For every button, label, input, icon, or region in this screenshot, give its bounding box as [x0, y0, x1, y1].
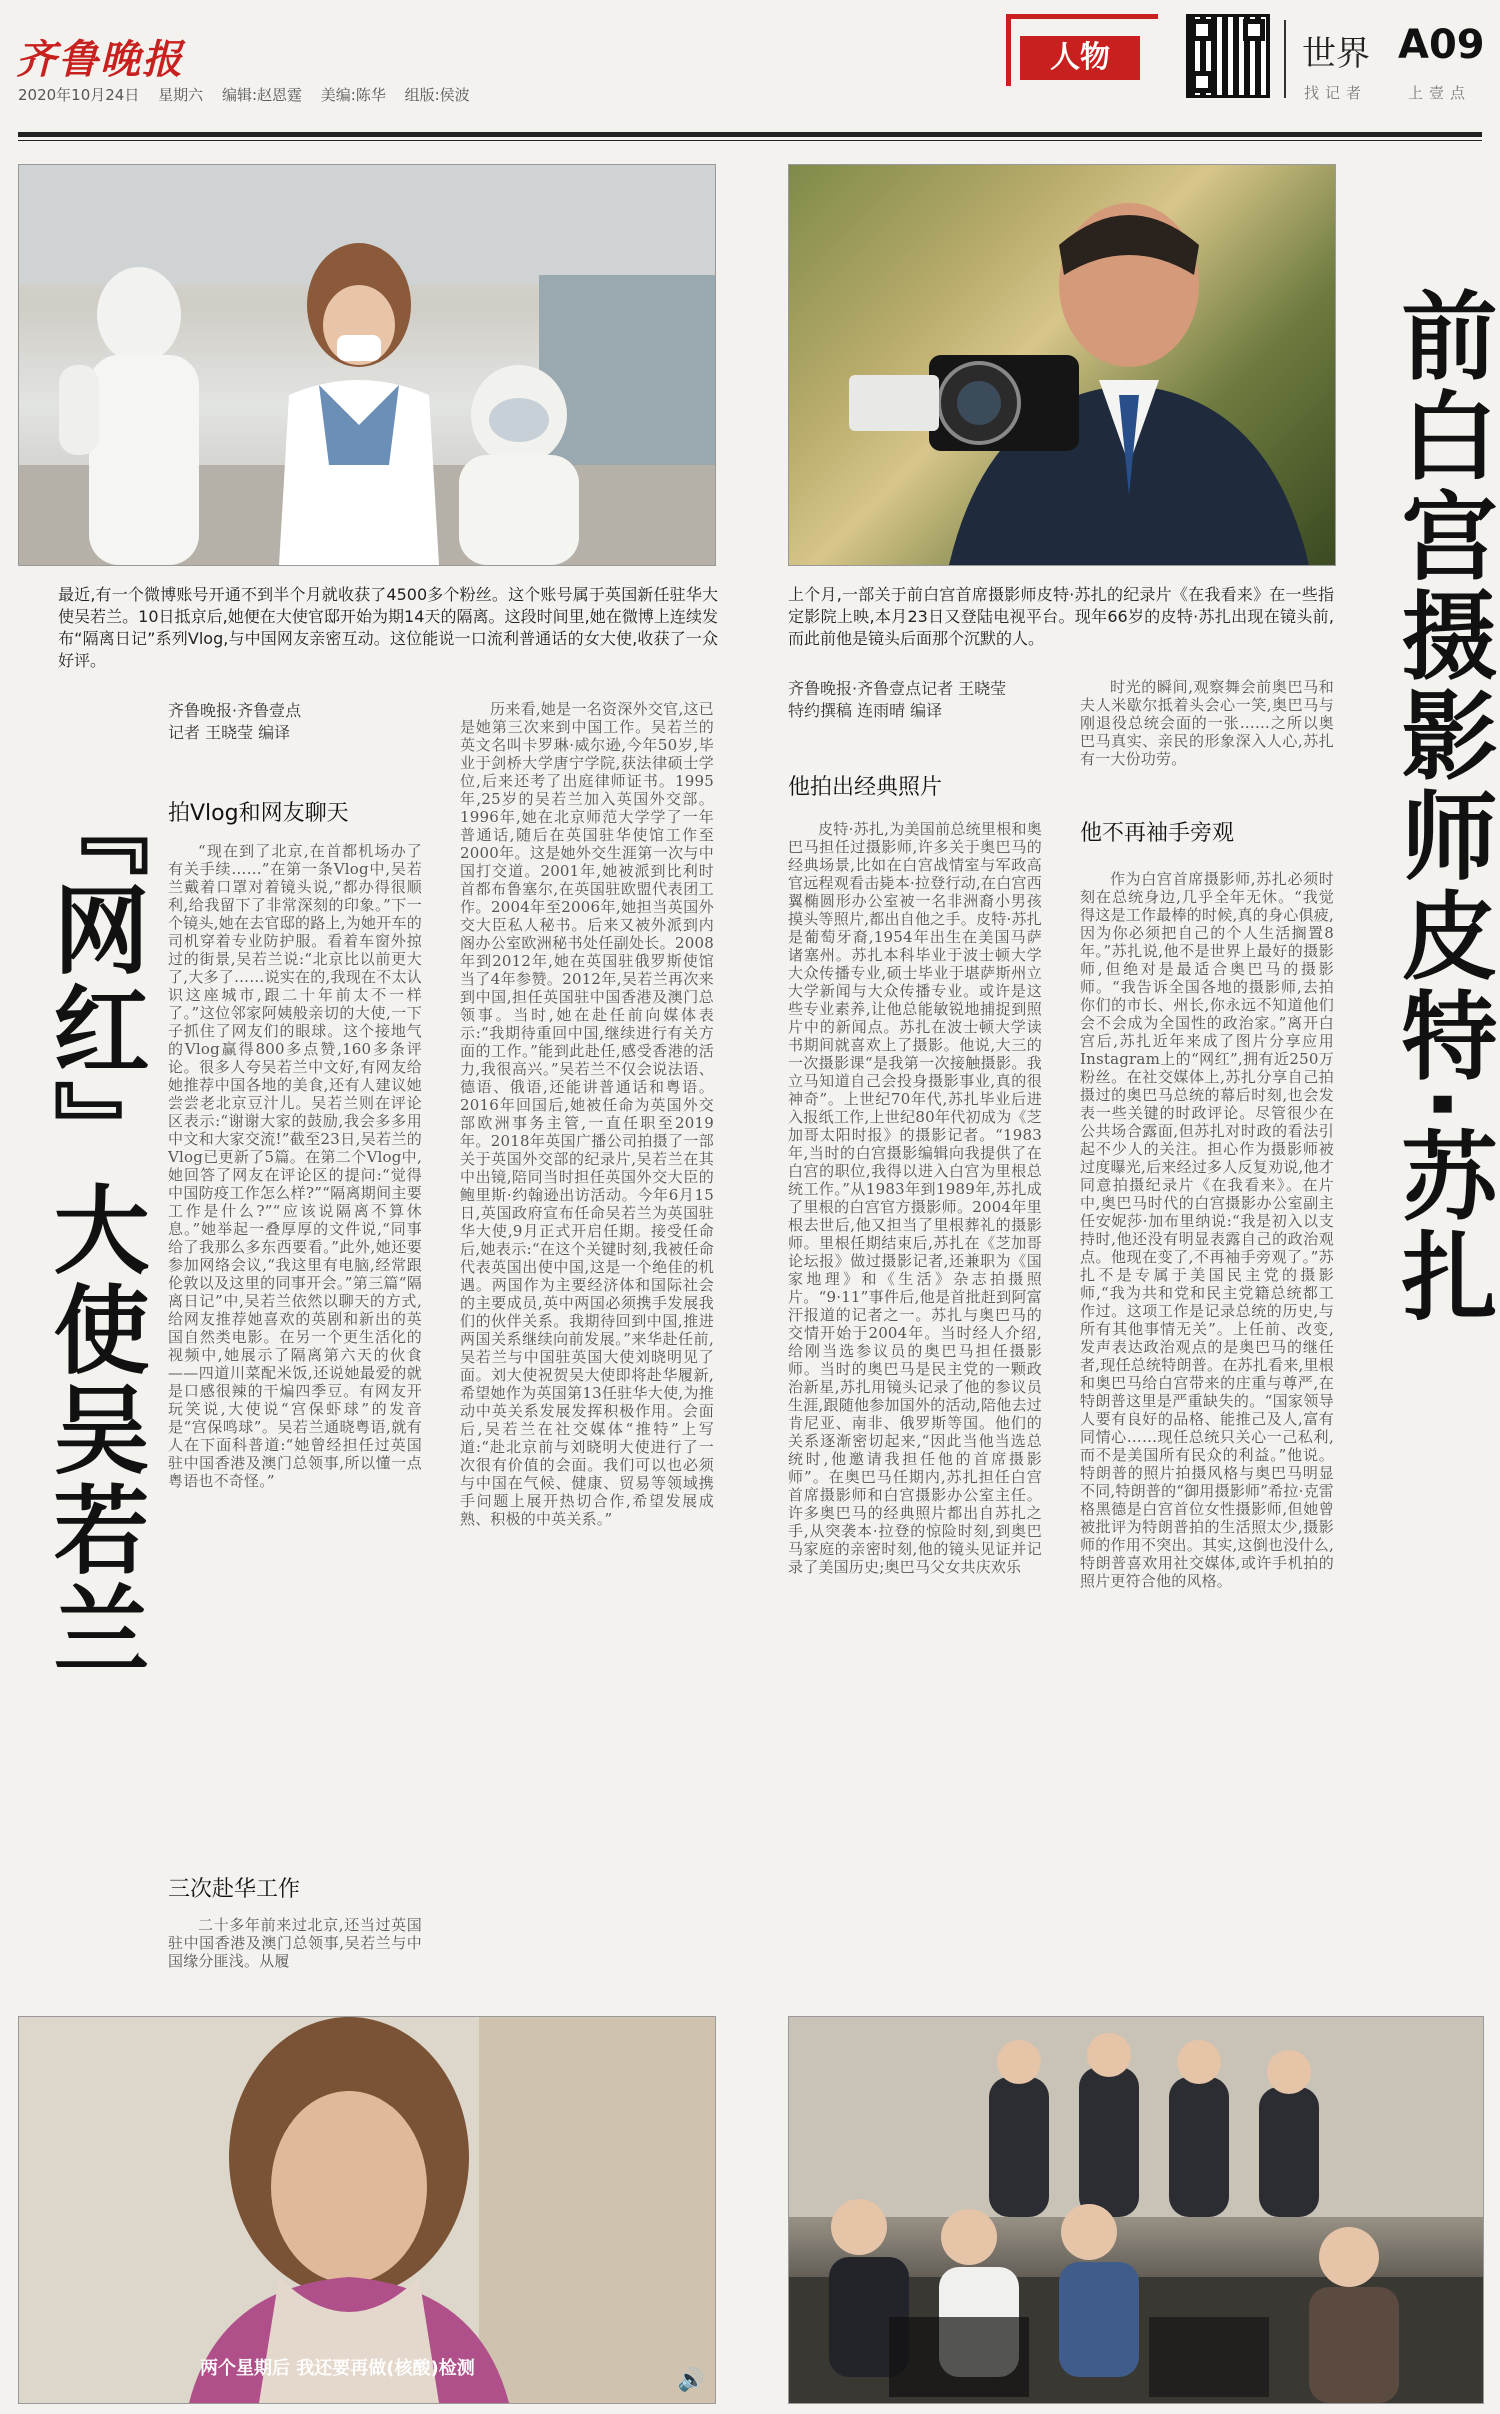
right-byline-writer: 特约撰稿 连雨晴 编译 [788, 701, 943, 720]
page-section: 世界 [1302, 34, 1370, 74]
right-byline-reporter: 齐鲁晚报·齐鲁壹点记者 王晓莹 [788, 679, 1007, 698]
header-rule-thin [18, 140, 1482, 141]
photo-pete-souza-art [789, 165, 1335, 565]
left-column-2 [460, 700, 714, 1998]
photo-ambassador-arrival [18, 164, 716, 566]
photo-situation-room [788, 2016, 1484, 2404]
left-byline [168, 700, 448, 744]
right-column-2-text: 作为白宫首席摄影师,苏扎必须时刻在总统身边,几乎全年无休。“我觉得这是工作最棒的时候,真的身心俱疲,因为你必须把自己的个人生活搁置8年。”苏扎说,他不是世界上最好的摄影师,但绝对是最适合奥巴马的摄影师。“我告诉全国各地的摄影师,去拍你们的市长、州长,你永远不知道他们会不会成为全国性的政治家。”离开白宫后,苏扎近年来成了图片分享应用Instagram上的“网红”,拥有近250万粉丝。在社交媒体上,苏扎分享自己拍摄过的奥巴马总统的幕后时刻,也会发表一些关键的时政评论。尽管很少在公共场合露面,但苏扎对时政的看法引起不少人的关注。担心作为摄影师被过度曝光,后来经过多人反复劝说,他才同意拍摄纪录片《在我看来》。在片中,奥巴马时代的白宫摄影办公室副主任安妮莎·加布里纳说:“我是初入以支持时,他还没有明显表露自己的政治观点。他现在变了,不再袖手旁观了。”苏扎不是专属于美国民主党的摄影师,“我为共和党和民主党籍总统都工作过。这项工作是记录总统的历史,与所有其他事情无关”。上任前、改变,发声表达政治观点的是奥巴马的继任者,现任总统特朗普。在苏扎看来,里根和奥巴马给白宫带来的庄重与尊严,在特朗普这里是严重缺失的。“国家领导人要有良好的品格、能推己及人,富有同情心……现任总统只关心一己私利,而不是美国所有民众的利益。”他说。特朗普的照片拍摄风格与奥巴马明显不同,特朗普的“御用摄影师”希拉·克雷格黑德是白宫首位女性摄影师,但她曾被批评为特朗普拍的生活照太少,摄影师的作用不突出。其实,这倒也没什么,特朗普喜欢用社交媒体,或许手机拍的照片更符合他的风格。 [1080, 870, 1334, 1590]
left-column-1-text: “现在到了北京,在首都机场办了有关手续……”在第一条Vlog中,吴若兰戴着口罩对着镜头说,“都办得很顺利,给我留下了非常深刻的印象。”下一个镜头,她在去官邸的路上,为她开车的司机穿着专业防护服。看着车窗外掠过的街景,吴若兰说:“北京比以前更大了,大多了……说实在的,我现在不太认识这座城市,跟二十年前太不一样了。”这位邻家阿姨般亲切的大使,一下子抓住了网友们的眼球。这个接地气的Vlog赢得800多点赞,160多条评论。很多人夸吴若兰中文好,有网友给她推荐中国各地的美食,还有人建议她尝尝老北京豆汁儿。吴若兰则在评论区表示:“谢谢大家的鼓励,我会多多用中文和大家交流!”截至23日,吴若兰的Vlog已更新了5篇。在第二个Vlog中,她回答了网友在评论区的提问:“觉得中国防疫工作怎么样?”“隔离期间主要工作是什么?”“应该说隔离不算休息。”她举起一叠厚厚的文件说,“同事给了我那么多东西要看。”此外,她还要参加网络会议,“我这里有电脑,经常跟伦敦以及这里的同事开会。”第三篇“隔离日记”中,吴若兰依然以聊天的方式,给网友推荐她喜欢的英剧和新出的英国自然类电影。在另一个更生活化的视频中,她展示了隔离第六天的伙食——四道川菜配米饭,还说她最爱的就是口感很辣的干煸四季豆。有网友开玩笑说,大使说“宫保虾球”的发音是“宫保鸣球”。吴若兰通晓粤语,就有人在下面科普道:“她曾经担任过英国驻中国香港及澳门总领事,所以懂一点粤语也不奇怪。” [168, 842, 422, 1490]
slogan-right: 上壹点 [1408, 84, 1472, 102]
right-column-2-top [1080, 678, 1334, 808]
right-subhead-photos: 他拍出经典照片 [788, 775, 943, 800]
right-column-1 [788, 820, 1042, 1980]
right-column-1-text: 皮特·苏扎,为美国前总统里根和奥巴马担任过摄影师,许多关于奥巴马的经典场景,比如在白宫战情室与军政高官远程观看击毙本·拉登行动,在白宫西翼椭圆形办公室被一名非洲裔小男孩摸头等照片,都出自他之手。皮特·苏扎是葡萄牙裔,1954年出生在美国马萨诸塞州。苏扎本科毕业于波士顿大学大众传播专业,硕士毕业于堪萨斯州立大学新闻与大众传播专业。或许是这些专业素养,让他总能敏锐地捕捉到照片中的新闻点。苏扎在波士顿大学读书期间就喜欢上了摄影。他说,大三的一次摄影课“是我第一次接触摄影。我立马知道自己会投身摄影事业,真的很神奇”。上世纪70年代,苏扎毕业后进入报纸工作,上世纪80年代初成为《芝加哥太阳时报》的摄影记者。“1983年,当时的白宫摄影编辑向我提供了在白宫的职位,我得以进入白宫为里根总统工作。”从1983年到1989年,苏扎成了里根的白宫官方摄影师。2004年里根去世后,他又担当了里根葬礼的摄影师。里根任期结束后,苏扎在《芝加哥论坛报》做过摄影记者,还兼职为《国家地理》和《生活》杂志拍摄照片。“9·11”事件后,他是首批赶到阿富汗报道的记者之一。苏扎与奥巴马的交情开始于2004年。当时经人介绍,给刚当选参议员的奥巴马担任摄影师。当时的奥巴马是民主党的一颗政治新星,苏扎用镜头记录了他的参议员生涯,跟随他参加国外的活动,陪他去过肯尼亚、南非、俄罗斯等国。他们的关系逐渐密切起来,“因此当他当选总统时,他邀请我担任他的首席摄影师”。在奥巴马任期内,苏扎担任白宫首席摄影师和白宫摄影办公室主任。许多奥巴马的经典照片都出自苏扎之手,从突袭本·拉登的惊险时刻,到奥巴马家庭的亲密时刻,他的镜头见证并记录了美国历史;奥巴马父女共庆欢乐 [788, 820, 1042, 1576]
header-rule [18, 132, 1482, 137]
section-tag: 人物 [1020, 36, 1140, 80]
right-byline [788, 678, 1048, 722]
photo-pete-souza [788, 164, 1336, 566]
editor-credit: 编辑:赵恩霆 [221, 86, 302, 104]
speaker-icon: 🔊 [677, 2368, 705, 2393]
photo-ambassador-arrival-art [19, 165, 715, 565]
right-headline: 前白宫摄影师皮特·苏扎 [1386, 286, 1498, 1327]
slogan-left: 找记者 [1304, 84, 1368, 102]
newspaper-logo: 齐鲁晚报 [16, 36, 184, 83]
right-column-2-top-text: 时光的瞬间,观察舞会前奥巴马和夫人米歇尔抵着头会心一笑,奥巴马与刚退役总统会面的一张……之所以奥巴马真实、亲民的形象深入人心,苏扎有一大份功劳。 [1080, 678, 1334, 768]
qr-code-icon [1186, 14, 1270, 98]
video-caption: 两个星期后 我还要再做(核酸)检测 [200, 2358, 475, 2379]
photo-caption-left: 最近,有一个微博账号开通不到半个月就收获了4500多个粉丝。这个账号属于英国新任驻华大使吴若兰。10日抵京后,她便在大使官邸开始为期14天的隔离。这段时间里,她在微博上连续发布“隔离日记”系列Vlog,与中国网友亲密互动。这位能说一口流利普通话的女大使,收获了一众好评。 [58, 585, 718, 670]
right-column-2 [1080, 870, 1334, 1980]
left-column-2-text: 历来看,她是一名资深外交官,这已是她第三次来到中国工作。吴若兰的英文名叫卡罗琳·威尔逊,今年50岁,毕业于剑桥大学唐宁学院,获法律硕士学位,后来还考了出庭律师证书。1995年,25岁的吴若兰加入英国外交部。1996年,她在北京师范大学学了一年普通话,随后在英国驻华使馆工作至2000年。这是她外交生涯第一次与中国打交道。2001年,她被派到比利时首都布鲁塞尔,在英国驻欧盟代表团工作。2004年至2006年,她担当英国外交大臣私人秘书。后来又被外派到内阁办公室欧洲秘书处任副处长。2008年到2012年,她在英国驻俄罗斯使馆当了4年参赞。2012年,吴若兰再次来到中国,担任英国驻中国香港及澳门总领事。当时,她在赴任前向媒体表示:“我期待重回中国,继续进行有关方面的工作。”能到此赴任,感受香港的活力,我很高兴。”吴若兰不仅会说法语、德语、俄语,还能讲普通话和粤语。2016年回国后,她被任命为英国外交部欧洲事务主管,一直任职至2019年。2018年英国广播公司拍摄了一部关于英国外交部的纪录片,吴若兰在其中出镜,陪同当时担任英国外交大臣的鲍里斯·约翰逊出访活动。今年6月15日,英国政府宣布任命吴若兰为英国驻华大使,9月正式开启任期。接受任命后,她表示:“在这个关键时刻,我被任命代表英国出使中国,这是一个绝佳的机遇。两国作为主要经济体和国际社会的主要成员,英中两国必须携手发展我们的伙伴关系。我期待回到中国,推进两国关系继续向前发展。”来华赴任前,吴若兰与中国驻英国大使刘晓明见了面。刘大使祝贺吴大使即将赴华履新,希望她作为英国第13任驻华大使,为推动中英关系发展发挥积极作用。会面后,吴若兰在社交媒体“推特”上写道:“赴北京前与刘晓明大使进行了一次很有价值的会面。我们可以也必须与中国在气候、健康、贸易等领域携手问题上展开热切合作,希望发展成熟、积极的中英关系。” [460, 700, 714, 1528]
designer-credit: 美编:陈华 [320, 86, 386, 104]
left-byline-reporter: 记者 王晓莹 编译 [168, 723, 291, 742]
left-column-1 [168, 842, 422, 1854]
layout-credit: 组版:侯波 [404, 86, 470, 104]
header-divider [1284, 20, 1286, 98]
issue-date: 2020年10月24日 [18, 86, 140, 104]
photo-vlog-still [18, 2016, 716, 2404]
page-number: A09 [1398, 22, 1485, 68]
issue-weekday: 星期六 [158, 86, 204, 104]
left-subhead-china: 三次赴华工作 [168, 1877, 301, 1902]
photo-caption-right: 上个月,一部关于前白宫首席摄影师皮特·苏扎的纪录片《在我看来》在一些指定影院上映,本月23日又登陆电视平台。现年66岁的皮特·苏扎出现在镜头前,而此前他是镜头后面那个沉默的人。 [788, 585, 1334, 648]
left-subhead-vlog: 拍Vlog和网友聊天 [168, 801, 349, 826]
left-column-1b [168, 1916, 422, 2000]
photo-situation-room-art [789, 2017, 1483, 2403]
left-column-1b-text: 二十多年前来过北京,还当过英国驻中国香港及澳门总领事,吴若兰与中国缘分匪浅。从履 [168, 1916, 422, 1970]
photo-vlog-still-art [19, 2017, 715, 2403]
left-byline-outlet: 齐鲁晚报·齐鲁壹点 [168, 701, 302, 720]
dateline [18, 84, 484, 105]
left-headline: 『网红』大使吴若兰 [38, 780, 150, 1680]
right-subhead-standby: 他不再袖手旁观 [1080, 821, 1235, 846]
